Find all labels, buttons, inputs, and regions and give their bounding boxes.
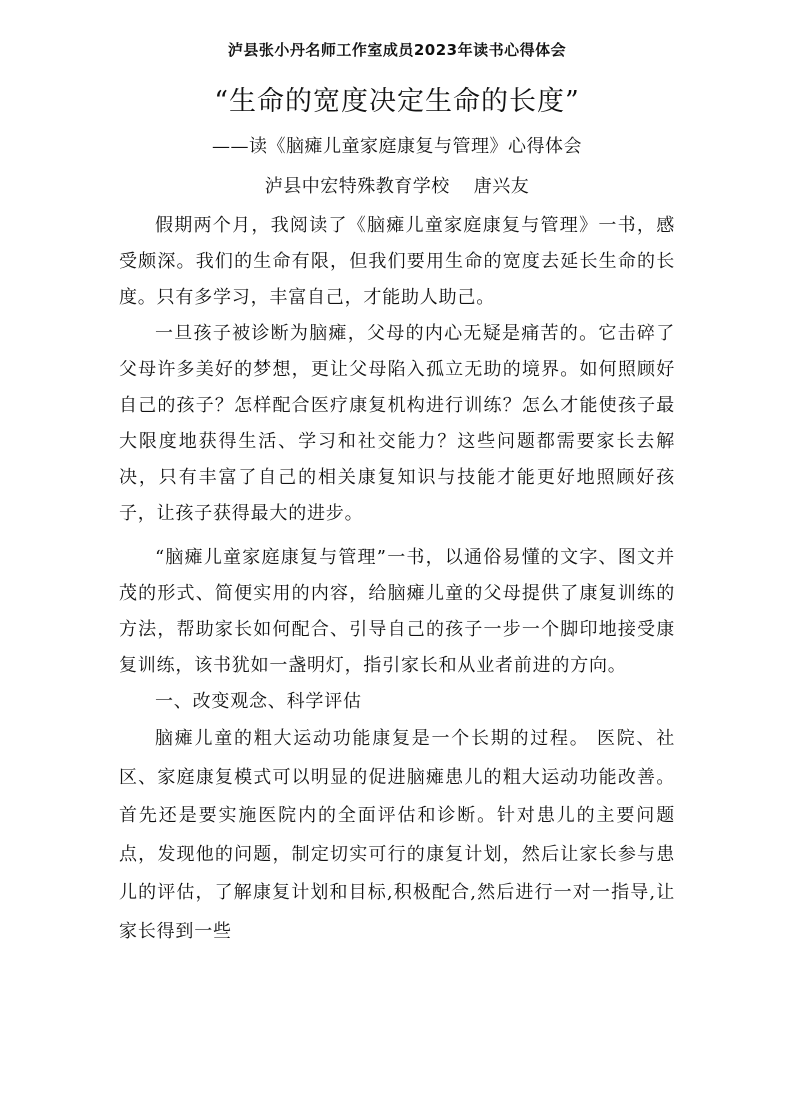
paragraph-intro: 假期两个月，我阅读了《脑瘫儿童家庭康复与管理》一书，感受颇深。我们的生命有限，但我们要用生命的宽度去延长生命的长度。只有多学习，丰富自己，才能助人助己。 <box>119 215 675 308</box>
paragraph-rehab: 脑瘫儿童的粗大运动功能康复是一个长期的过程。 医院、社区、家庭康复模式可以明显的促进脑瘫患儿的粗大运动功能改善。首先还是要实施医院内的全面评估和诊断。针对患儿的主要问题点，发现他的问题，制定切实可行的康复计划，然后让家长参与患儿的评估，了解康复计划和目标,积极配合,然后进行一对一指导,让家长得到一些 <box>119 728 675 942</box>
paragraph-book: “脑瘫儿童家庭康复与管理”一书，以通俗易懂的文字、图文并茂的形式、简便实用的内容，给脑瘫儿童的父母提供了康复训练的方法，帮助家长如何配合、引导自己的孩子一步一个脚印地接受康复训练，该书犹如一盏明灯，指引家长和从业者前进的方向。 <box>119 547 675 676</box>
section-heading-1: 一、改变观念、科学评估 <box>155 691 362 712</box>
paragraph-diagnosis: 一旦孩子被诊断为脑瘫，父母的内心无疑是痛苦的。它击碎了父母许多美好的梦想，更让父母陷入孤立无助的境界。如何照顾好自己的孩子？怎样配合医疗康复机构进行训练？怎么才能使孩子最大限度地获得生活、学习和社交能力？这些问题都需要家长去解决，只有丰富了自己的相关康复知识与技能才能更好地照顾好孩子，让孩子获得最大的进步。 <box>119 323 675 524</box>
author-line <box>0 174 794 200</box>
document-title: “生命的宽度决定生命的长度” <box>214 86 580 117</box>
document-body <box>119 208 675 951</box>
author-school: 泸县中宏特殊教育学校 <box>264 176 450 197</box>
document-subtitle: ——读《脑瘫儿童家庭康复与管理》心得体会 <box>212 136 582 157</box>
author-name: 唐兴友 <box>473 176 530 197</box>
document-header: 泸县张小丹名师工作室成员2023年读书心得体会 <box>227 41 567 59</box>
